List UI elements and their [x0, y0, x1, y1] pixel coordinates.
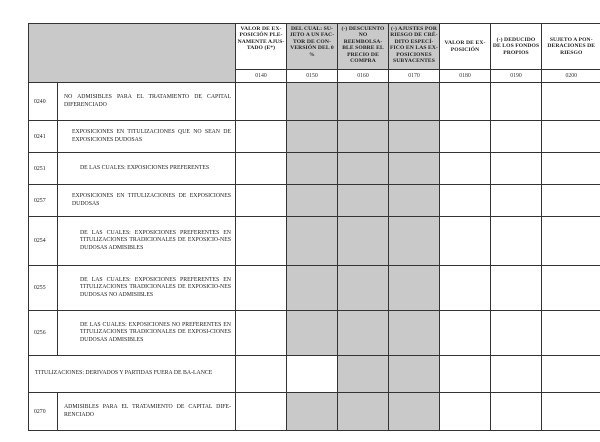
column-code: 0160 [338, 70, 389, 83]
securitisation-template-table [28, 23, 600, 431]
input-cell[interactable] [236, 217, 287, 266]
row-label: EXPOSICIONES EN TITULIZACIONES QUE NO SEAN DE EXPOSICIONES DUDOSAS [58, 121, 236, 153]
input-cell[interactable] [491, 356, 542, 393]
input-cell[interactable] [491, 217, 542, 266]
shaded-cell [389, 393, 440, 431]
shaded-cell [287, 266, 338, 311]
input-cell[interactable] [491, 83, 542, 121]
input-cell[interactable] [236, 311, 287, 356]
input-cell[interactable] [542, 266, 600, 311]
input-cell[interactable] [236, 185, 287, 217]
column-header: VALOR DE EX-POSICIÓN PLE-NAMENTE AJUS-TADO (E*) [236, 24, 287, 70]
input-cell[interactable] [491, 185, 542, 217]
input-cell[interactable] [491, 266, 542, 311]
column-header: (-) DESCUENTO NO REEMBOLSA-BLE SOBRE EL PRECIO DE COMPRA [338, 24, 389, 70]
input-cell[interactable] [491, 393, 542, 431]
input-cell[interactable] [236, 83, 287, 121]
input-cell[interactable] [542, 393, 600, 431]
column-code: 0200 [542, 70, 600, 83]
column-code: 0190 [491, 70, 542, 83]
row-code: 0270 [29, 393, 58, 431]
row-label: DE LAS CUALES: EXPOSICIONES PREFERENTES [58, 153, 236, 185]
shaded-cell [287, 393, 338, 431]
row-code: 0240 [29, 83, 58, 121]
shaded-cell [338, 356, 389, 393]
input-cell[interactable] [440, 393, 491, 431]
shaded-cell [338, 217, 389, 266]
input-cell[interactable] [236, 356, 287, 393]
input-cell[interactable] [236, 121, 287, 153]
input-cell[interactable] [542, 217, 600, 266]
input-cell[interactable] [440, 266, 491, 311]
input-cell[interactable] [440, 121, 491, 153]
shaded-cell [287, 311, 338, 356]
input-cell[interactable] [491, 121, 542, 153]
shaded-cell [389, 83, 440, 121]
shaded-cell [389, 266, 440, 311]
row-label: NO ADMISIBLES PARA EL TRATAMIENTO DE CAPITAL DIFERENCIADO [58, 83, 236, 121]
shaded-cell [389, 185, 440, 217]
shaded-cell [287, 121, 338, 153]
column-code: 0140 [236, 70, 287, 83]
table-row [29, 83, 600, 121]
input-cell[interactable] [542, 356, 600, 393]
row-label: EXPOSICIONES EN TITULIZACIONES DE EXPOSICIONES DUDOSAS [58, 185, 236, 217]
table-row [29, 121, 600, 153]
shaded-cell [338, 121, 389, 153]
table-row [29, 393, 600, 431]
table-row [29, 185, 600, 217]
shaded-cell [338, 311, 389, 356]
shaded-cell [338, 185, 389, 217]
input-cell[interactable] [542, 153, 600, 185]
column-header: DEL CUAL: SU-JETO A UN FAC-TOR DE CON-VERSIÓN DEL 0 % [287, 24, 338, 70]
column-code: 0150 [287, 70, 338, 83]
input-cell[interactable] [287, 356, 338, 393]
column-header: (-) DEDUCIDO DE LOS FONDOS PROPIOS [491, 24, 542, 70]
shaded-cell [287, 83, 338, 121]
row-label: DE LAS CUALES: EXPOSICIONES PREFERENTES EN TITULIZACIONES TRADICIONALES DE EXPOSICIO-NES DUDOSAS ADMISIBLES [58, 217, 236, 266]
header-row [29, 24, 600, 70]
row-code: 0257 [29, 185, 58, 217]
input-cell[interactable] [491, 311, 542, 356]
shaded-cell [287, 185, 338, 217]
column-code: 0180 [440, 70, 491, 83]
input-cell[interactable] [440, 356, 491, 393]
table-row [29, 153, 600, 185]
column-code: 0170 [389, 70, 440, 83]
shaded-cell [389, 217, 440, 266]
table-row [29, 266, 600, 311]
row-code: 0254 [29, 217, 58, 266]
shaded-cell [389, 356, 440, 393]
header-corner-cell [29, 24, 236, 83]
row-code: 0241 [29, 121, 58, 153]
row-code: 0255 [29, 266, 58, 311]
column-header: VALOR DE EX-POSICIÓN [440, 24, 491, 70]
input-cell[interactable] [542, 121, 600, 153]
input-cell[interactable] [440, 311, 491, 356]
input-cell[interactable] [542, 185, 600, 217]
input-cell[interactable] [236, 393, 287, 431]
row-label: ADMISIBLES PARA EL TRATAMIENTO DE CAPITAL DIFE-RENCIADO [58, 393, 236, 431]
shaded-cell [389, 153, 440, 185]
column-header: (-) AJUSTES POR RIESGO DE CRÉ-DITO ESPECÍ-FICO EN LAS EX-POSICIONES SUBYACENTES [389, 24, 440, 70]
row-code: 0251 [29, 153, 58, 185]
input-cell[interactable] [440, 185, 491, 217]
input-cell[interactable] [236, 153, 287, 185]
shaded-cell [287, 153, 338, 185]
shaded-cell [338, 393, 389, 431]
shaded-cell [338, 153, 389, 185]
shaded-cell [389, 311, 440, 356]
table-row [29, 311, 600, 356]
shaded-cell [287, 217, 338, 266]
table-row [29, 356, 600, 393]
shaded-cell [338, 266, 389, 311]
shaded-cell [389, 121, 440, 153]
input-cell[interactable] [542, 311, 600, 356]
input-cell[interactable] [440, 83, 491, 121]
row-label: TITULIZACIONES: DERIVADOS Y PARTIDAS FUERA DE BA-LANCE [29, 356, 236, 393]
input-cell[interactable] [440, 217, 491, 266]
row-code: 0256 [29, 311, 58, 356]
input-cell[interactable] [542, 83, 600, 121]
column-header: SUJETO A PON-DERACIONES DE RIESGO [542, 24, 600, 70]
input-cell[interactable] [440, 153, 491, 185]
input-cell[interactable] [236, 266, 287, 311]
row-label: DE LAS CUALES: EXPOSICIONES PREFERENTES EN TITULIZACIONES TRADICIONALES DE EXPOSICIO-NES DUDOSAS NO ADMISIBLES [58, 266, 236, 311]
table-row [29, 217, 600, 266]
row-label: DE LAS CUALES: EXPOSICIONES NO PREFERENTES EN TITULIZACIONES TRADICIONALES DE EXPOSI-CIONES DUDOSAS ADMISIBLES [58, 311, 236, 356]
input-cell[interactable] [491, 153, 542, 185]
shaded-cell [338, 83, 389, 121]
